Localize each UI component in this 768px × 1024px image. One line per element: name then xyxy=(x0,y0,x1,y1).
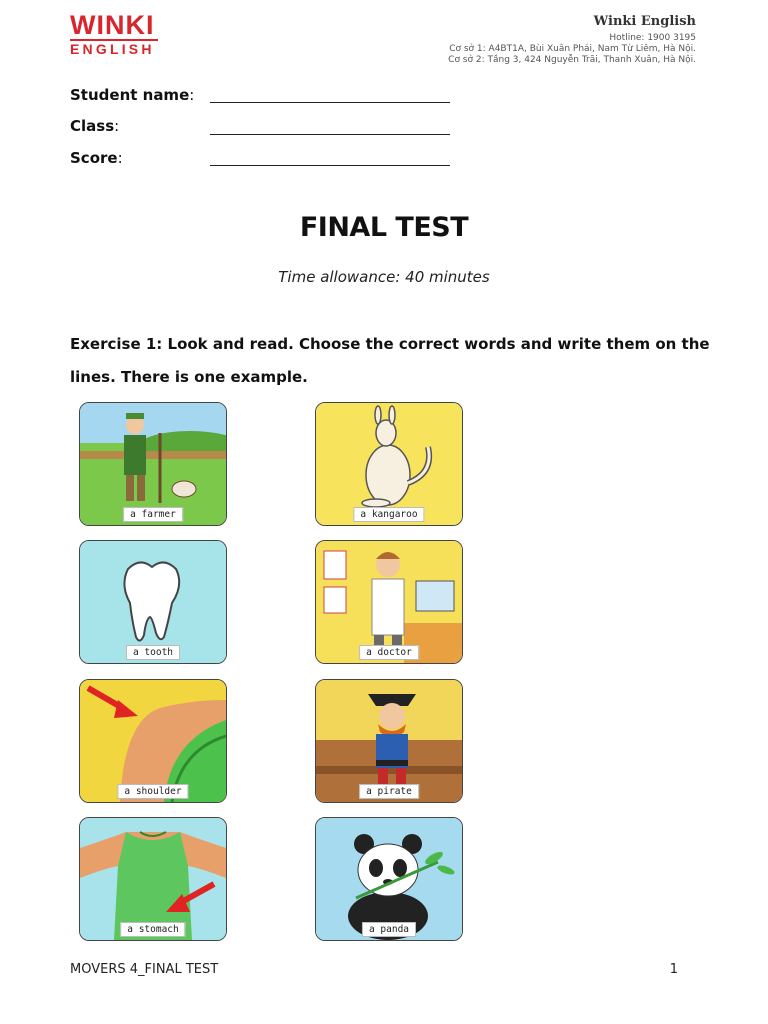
picture-label: a kangaroo xyxy=(353,507,424,522)
brand-name: Winki English xyxy=(593,14,696,29)
header-contact xyxy=(448,14,696,65)
score-line[interactable] xyxy=(210,164,450,166)
address-1: Cơ sở 1: A4BT1A, Bùi Xuân Phái, Nam Từ Liêm, Hà Nội. xyxy=(449,44,696,54)
picture-card-panda xyxy=(315,817,463,941)
picture-label: a tooth xyxy=(126,645,180,660)
picture-label: a farmer xyxy=(123,507,183,522)
picture-label: a panda xyxy=(362,922,416,937)
score-label: Score xyxy=(70,149,118,167)
student-name-line[interactable] xyxy=(210,101,450,103)
logo-text-top: WINKI xyxy=(70,10,155,40)
logo-text-bottom: ENGLISH xyxy=(70,39,158,57)
address-2: Cơ sở 2: Tầng 3, 424 Nguyễn Trãi, Thanh Xuân, Hà Nội. xyxy=(448,55,696,65)
picture-label: a shoulder xyxy=(117,784,188,799)
footer-title: MOVERS 4_FINAL TEST xyxy=(70,962,219,977)
exercise-instruction: Exercise 1: Look and read. Choose the correct words and write them on the lines. There is one example. xyxy=(70,335,710,386)
picture-label: a stomach xyxy=(120,922,185,937)
picture-card-kangaroo xyxy=(315,402,463,526)
picture-card-shoulder xyxy=(79,679,227,803)
picture-card-pirate xyxy=(315,679,463,803)
picture-card-stomach xyxy=(79,817,227,941)
class-label: Class xyxy=(70,117,115,135)
picture-card-doctor xyxy=(315,540,463,664)
time-allowance: Time allowance: 40 minutes xyxy=(278,268,490,286)
class-row: Class: xyxy=(70,117,120,135)
score-row: Score: xyxy=(70,149,123,167)
picture-card-tooth xyxy=(79,540,227,664)
picture-card-farmer xyxy=(79,402,227,526)
picture-label: a doctor xyxy=(359,645,419,660)
picture-label: a pirate xyxy=(359,784,419,799)
hotline: Hotline: 1900 3195 xyxy=(609,33,696,43)
logo xyxy=(70,12,160,57)
page-title: FINAL TEST xyxy=(299,212,469,243)
class-line[interactable] xyxy=(210,133,450,135)
page-number: 1 xyxy=(669,962,678,977)
student-name-row: Student name: xyxy=(70,86,195,104)
student-name-label: Student name xyxy=(70,86,190,104)
